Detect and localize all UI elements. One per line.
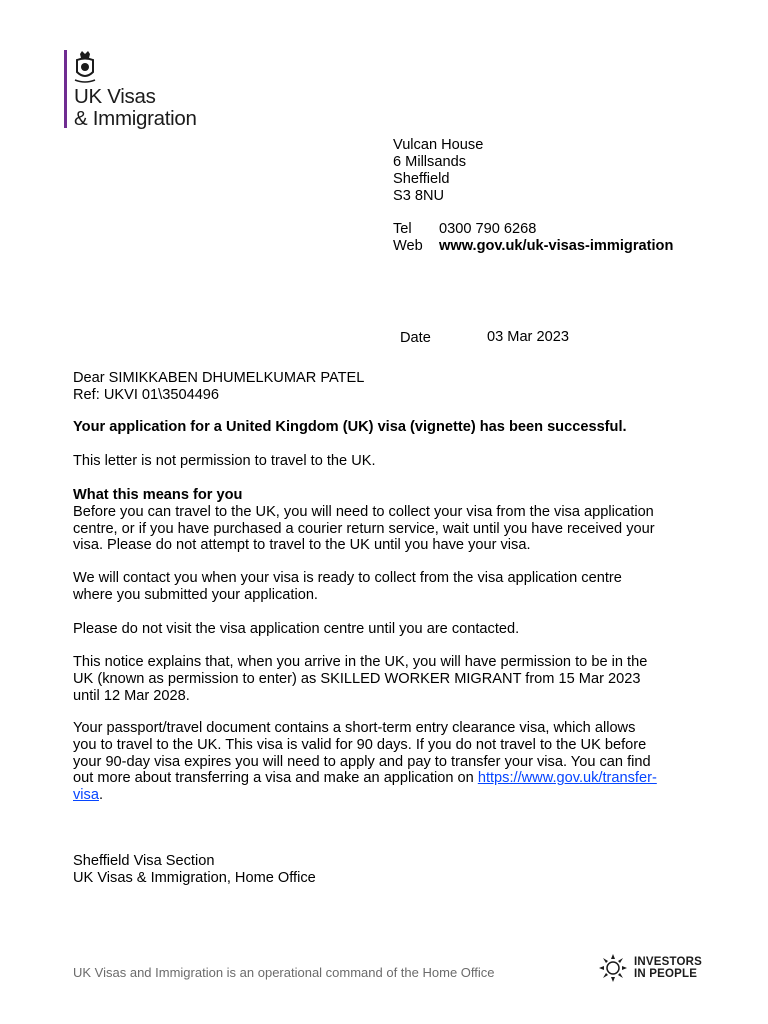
paragraph-do-not-visit: Please do not visit the visa application centre until you are contacted.	[73, 621, 520, 637]
address-line: S3 8NU	[393, 188, 445, 204]
address-line: Vulcan House	[393, 137, 484, 153]
paragraph-line: you to travel to the UK. This visa is valid for 90 days. If you do not travel to the UK before	[73, 736, 647, 753]
org-name-line1: UK Visas	[74, 85, 156, 108]
letter-header	[73, 370, 713, 404]
section-heading: What this means for you	[73, 487, 243, 503]
tel-value: 0300 790 6268	[439, 221, 537, 237]
paragraph-line	[73, 787, 713, 804]
paragraph-line: centre, or if you have purchased a courier return service, wait until you have received your	[73, 520, 655, 537]
address-line: 6 Millsands	[393, 154, 466, 170]
paragraph-line: Your passport/travel document contains a short-term entry clearance visa, which allows	[73, 720, 636, 736]
royal-crest-icon	[72, 50, 98, 86]
paragraph-permission	[73, 654, 713, 704]
web-label: Web	[393, 238, 423, 254]
transfer-visa-link[interactable]: https://www.gov.uk/transfer-	[477, 770, 657, 787]
section-what-this-means	[73, 487, 713, 554]
reference: Ref: UKVI 01\3504496	[73, 387, 220, 403]
date-label: Date	[400, 330, 431, 346]
paragraph-line: where you submitted your application.	[73, 586, 318, 603]
paragraph-contact	[73, 570, 713, 604]
badge-line2: IN PEOPLE	[634, 968, 698, 980]
paragraph-line: your 90-day visa expires you will need to apply and pay to transfer your visa. You can find	[73, 753, 651, 770]
paragraph-line	[73, 770, 713, 787]
paragraph-line: Before you can travel to the UK, you will need to collect your visa from the visa application	[73, 503, 654, 520]
salutation: Dear SIMIKKABEN DHUMELKUMAR PATEL	[73, 370, 365, 386]
investors-in-people-text	[634, 956, 702, 980]
sender-address	[393, 137, 483, 205]
org-logo-text	[74, 86, 197, 130]
brand-bar	[64, 50, 67, 128]
paragraph-line: visa. Please do not attempt to travel to the UK until you have your visa.	[73, 537, 531, 554]
badge-line1: INVESTORS	[634, 956, 703, 968]
date-value: 03 Mar 2023	[487, 329, 569, 345]
signoff	[73, 853, 713, 887]
investors-in-people-logo-icon	[598, 953, 628, 983]
paragraph-line: until 12 Mar 2028.	[73, 687, 190, 704]
tel-label: Tel	[393, 221, 412, 237]
paragraph-line: We will contact you when your visa is ready to collect from the visa application centre	[73, 570, 622, 586]
paragraph-line: UK (known as permission to enter) as SKILLED WORKER MIGRANT from 15 Mar 2023	[73, 670, 641, 687]
paragraph-line-text: out more about transferring a visa and make an application on	[73, 770, 478, 787]
signoff-line2: UK Visas & Immigration, Home Office	[73, 869, 316, 886]
org-name-line2: & Immigration	[74, 107, 197, 130]
contact-block	[393, 221, 673, 255]
transfer-visa-link-continued[interactable]: visa	[73, 787, 99, 804]
signoff-line1: Sheffield Visa Section	[73, 853, 215, 869]
paragraph-entry-clearance	[73, 720, 713, 804]
paragraph-line: This notice explains that, when you arrive in the UK, you will have permission to be in the	[73, 654, 648, 670]
web-value: www.gov.uk/uk-visas-immigration	[439, 238, 674, 254]
address-line: Sheffield	[393, 171, 450, 187]
headline: Your application for a United Kingdom (UK) visa (vignette) has been successful.	[73, 419, 627, 435]
footer-text: UK Visas and Immigration is an operational command of the Home Office	[73, 965, 495, 980]
link-period: .	[98, 787, 104, 804]
not-permission-note: This letter is not permission to travel to the UK.	[73, 453, 376, 469]
